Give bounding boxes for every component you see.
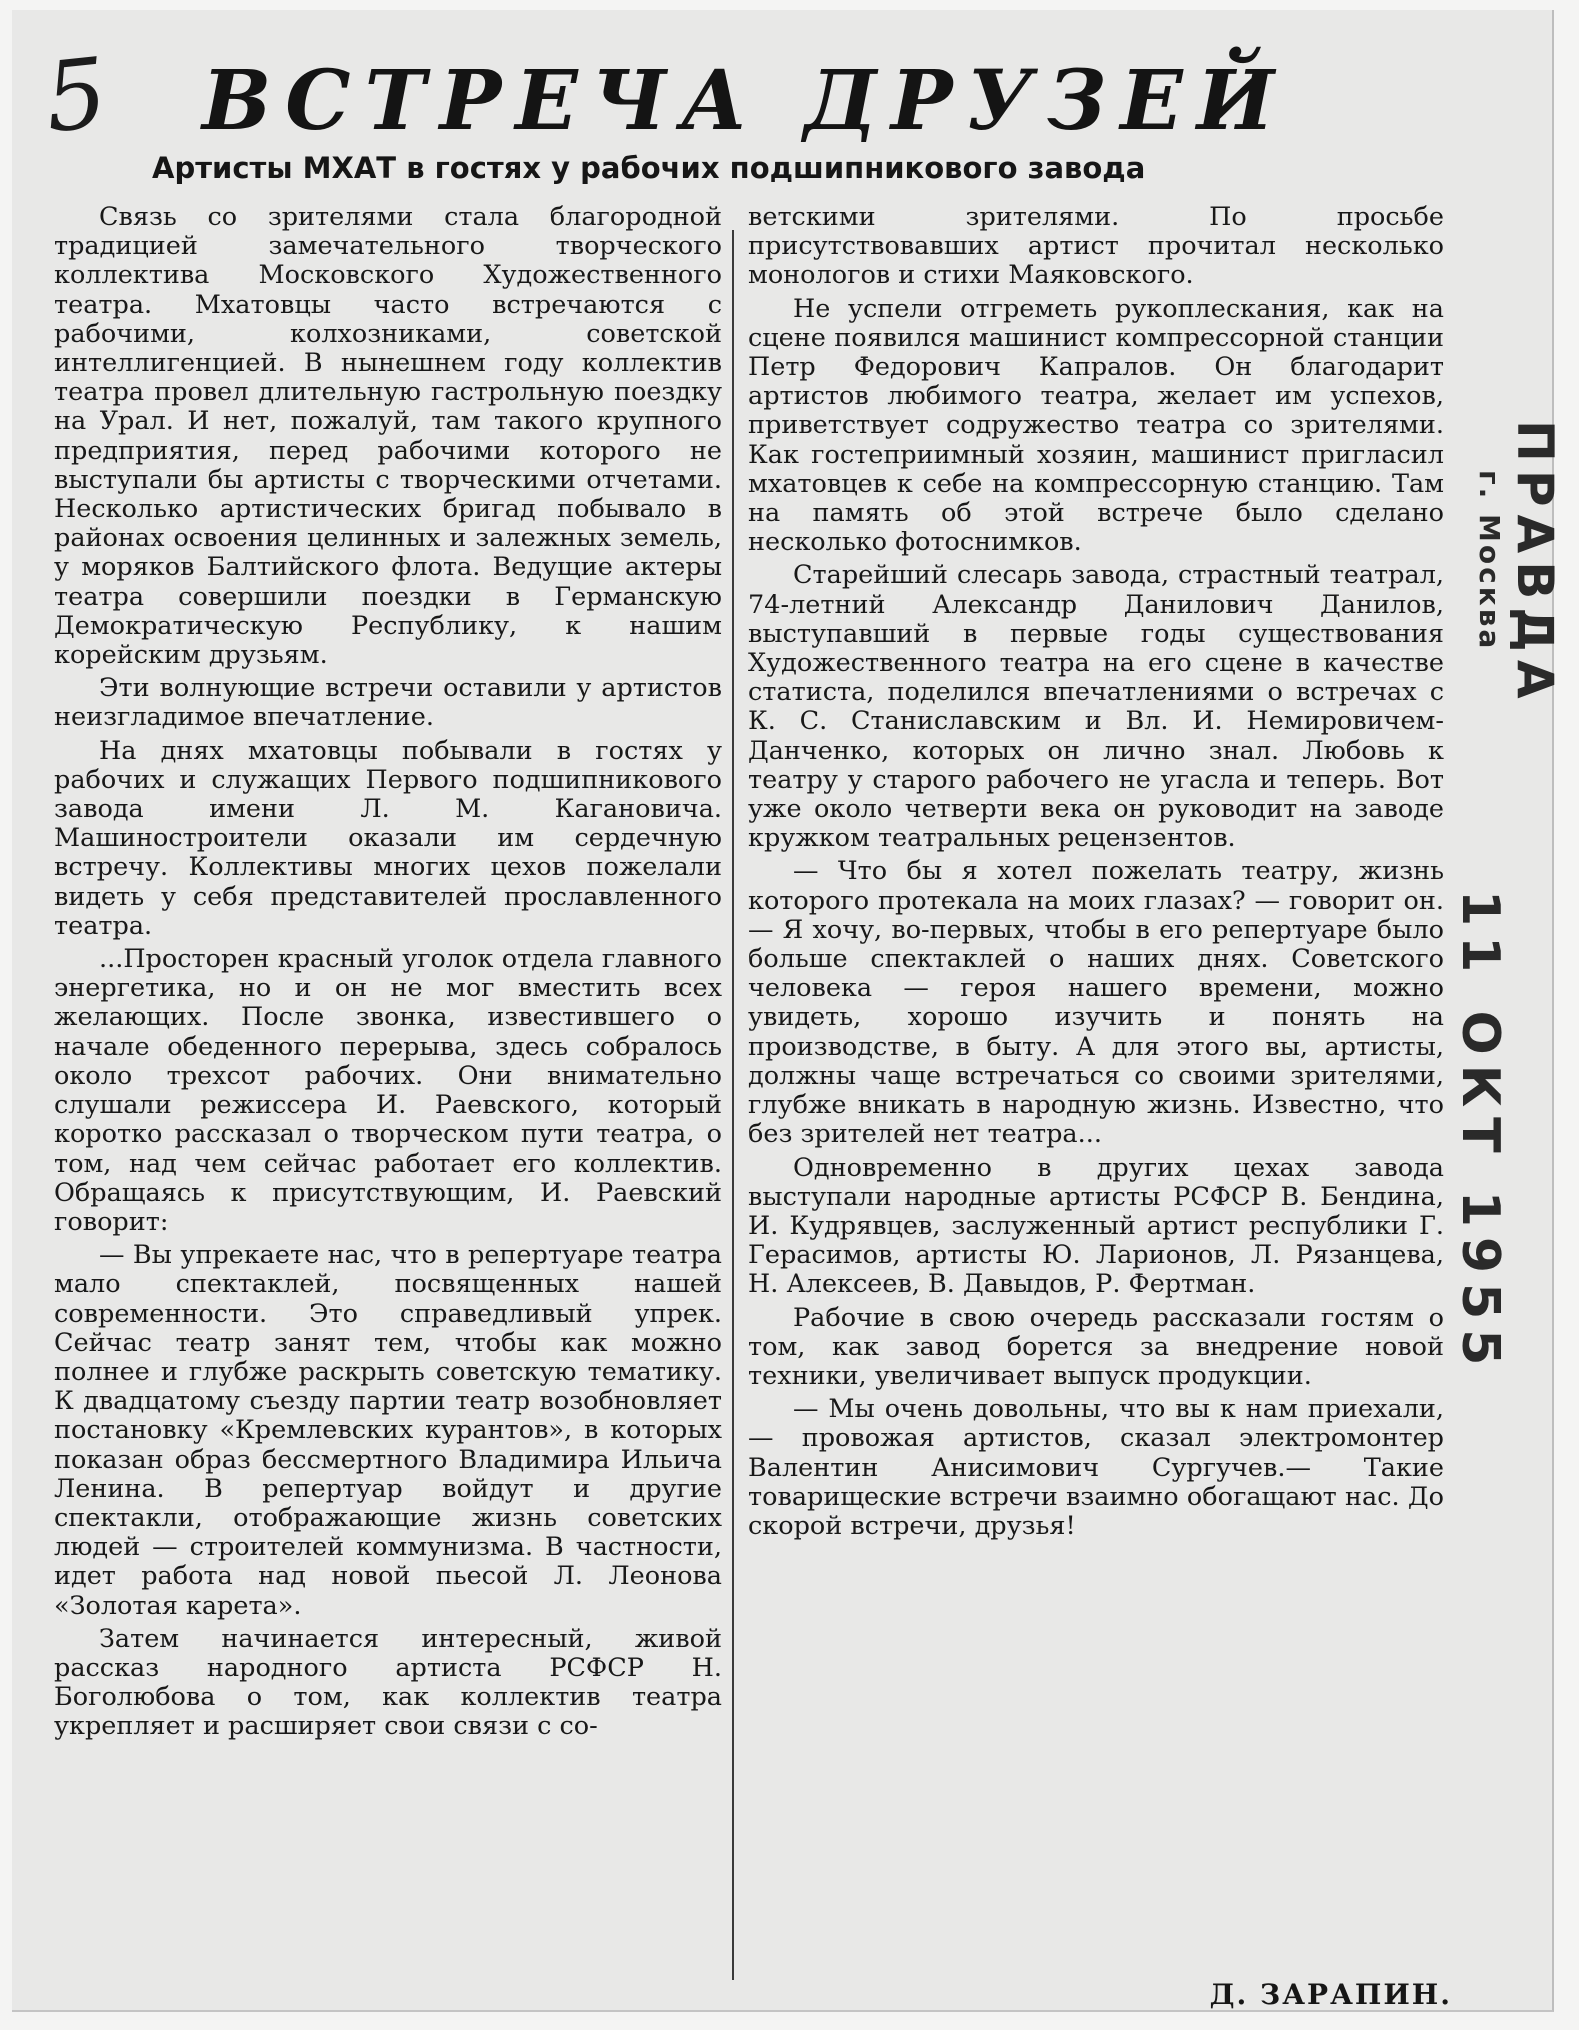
paragraph: Затем начинается интересный, живой рассказ народного артиста РСФСР Н. Боголюбова о том, как коллектив театра укрепляет и расширяет свои связи с со- <box>54 1623 722 1742</box>
paragraph: Эти волнующие встречи оставили у артистов неизгладимое впечатление. <box>54 673 722 733</box>
article-headline: ВСТРЕЧА ДРУЗЕЙ <box>202 53 1289 149</box>
paragraph: — Вы упрекаете нас, что в репертуаре театра мало спектаклей, посвященных нашей современности. Это справедливый упрек. Сейчас театр занят тем, чтобы как можно полнее и глубже раскрыть советскую тематику. К двадцатому съезду партии театр возобновляет постановку «Кремлевских курантов», в которых показан образ бессмертного Владимира Ильича Ленина. В репертуар войдут и другие спектакли, отображающие жизнь советских людей — строителей коммунизма. В частности, идет работа над новой пьесой Л. Леонова «Золотая карета». <box>54 1240 722 1621</box>
article-subheadline: Артисты МХАТ в гостях у рабочих подшипникового завода <box>152 151 1146 185</box>
paragraph: — Что бы я хотел пожелать театру, жизнь которого протекала на моих глазах? — говорит он. — Я хочу, во-первых, чтобы в его репертуаре было больше спектаклей о наших днях. Советского человека — героя нашего времени, можно увидеть, хорошо изучить и понять на производстве, в быту. А для этого вы, артисты, должны чаще встречаться со своими зрителями, глубже вникать в народную жизнь. Известно, что без зрителей нет театра... <box>748 856 1444 1150</box>
stamp-newspaper-name: ПРАВДА <box>1506 420 1564 707</box>
paragraph-continuation: ветскими зрителями. По просьбе присутствовавших артист прочитал несколько монологов и стихи Маяковского. <box>748 202 1444 291</box>
author-byline: Д. ЗАРАПИН. <box>1209 1978 1452 2011</box>
stamp-city: г. Москва <box>1473 470 1506 652</box>
paragraph: — Мы очень довольны, что вы к нам приехали,— провожая артистов, сказал электромонтер Валентин Анисимович Сургучев.— Такие товарищеские встречи взаимно обогащают нас. До скорой встречи, друзья! <box>748 1394 1444 1541</box>
left-column <box>54 203 722 1746</box>
column-divider <box>732 230 734 1980</box>
newspaper-clipping <box>12 10 1554 2012</box>
paragraph: Связь со зрителями стала благородной традицией замечательного творческого коллектива Московского Художественного театра. Мхатовцы часто встречаются с рабочими, колхозниками, советской интеллигенцией. В нынешнем году коллектив театра провел длительную гастрольную поездку на Урал. И нет, пожалуй, там такого крупного предприятия, перед рабочими которого не выступали бы артисты с творческими отчетами. Несколько артистических бригад побывало в районах освоения целинных и залежных земель, у моряков Балтийского флота. Ведущие актеры театра совершили поездки в Германскую Демократическую Республику, к нашим корейским друзьям. <box>54 202 722 671</box>
paragraph: На днях мхатовцы побывали в гостях у рабочих и служащих Первого подшипникового завода имени Л. М. Кагановича. Машиностроители оказали им сердечную встречу. Коллективы многих цехов пожелали видеть у себя представителей прославленного театра. <box>54 735 722 941</box>
right-column <box>748 203 1444 1545</box>
paragraph: ...Просторен красный уголок отдела главного энергетика, но и он не мог вместить всех желающих. После звонка, известившего о начале обеденного перерыва, здесь собралось около трехсот рабочих. Они внимательно слушали режиссера И. Раевского, который коротко рассказал о творческом пути театра, о том, над чем сейчас работает его коллектив. Обращаясь к присутствующим, И. Раевский говорит: <box>54 944 722 1237</box>
paragraph: Старейший слесарь завода, страстный театрал, 74-летний Александр Данилович Данилов, выступавший в первые годы существования Художественного театра на его сцене в качестве статиста, поделился впечатлениями о встречах с К. С. Станиславским и Вл. И. Немировичем-Данченко, которых он лично знал. Любовь к театру у старого рабочего не угасла и теперь. Вот уже около четверти века он руководит на заводе кружком театральных рецензентов. <box>748 560 1444 854</box>
stamp-date: 11 ОКТ 1955 <box>1450 890 1510 1376</box>
paragraph: Не успели отгреметь рукоплескания, как на сцене появился машинист компрессорной станции Петр Федорович Капралов. Он благодарит артистов любимого театра, желает им успехов, приветствует содружество театра со зрителями. Как гостеприимный хозяин, машинист пригласил мхатовцев к себе на компрессорную станцию. Там на память об этой встрече было сделано несколько фотоснимков. <box>748 293 1444 558</box>
paragraph: Одновременно в других цехах завода выступали народные артисты РСФСР В. Бендина, И. Кудрявцев, заслуженный артист республики Г. Герасимов, артисты Ю. Ларионов, Л. Рязанцева, Н. Алексеев, В. Давыдов, Р. Фертман. <box>748 1152 1444 1300</box>
paragraph: Рабочие в свою очередь рассказали гостям о том, как завод борется за внедрение новой техники, увеличивает выпуск продукции. <box>748 1302 1444 1391</box>
handwritten-page-number: 5 <box>39 36 113 155</box>
